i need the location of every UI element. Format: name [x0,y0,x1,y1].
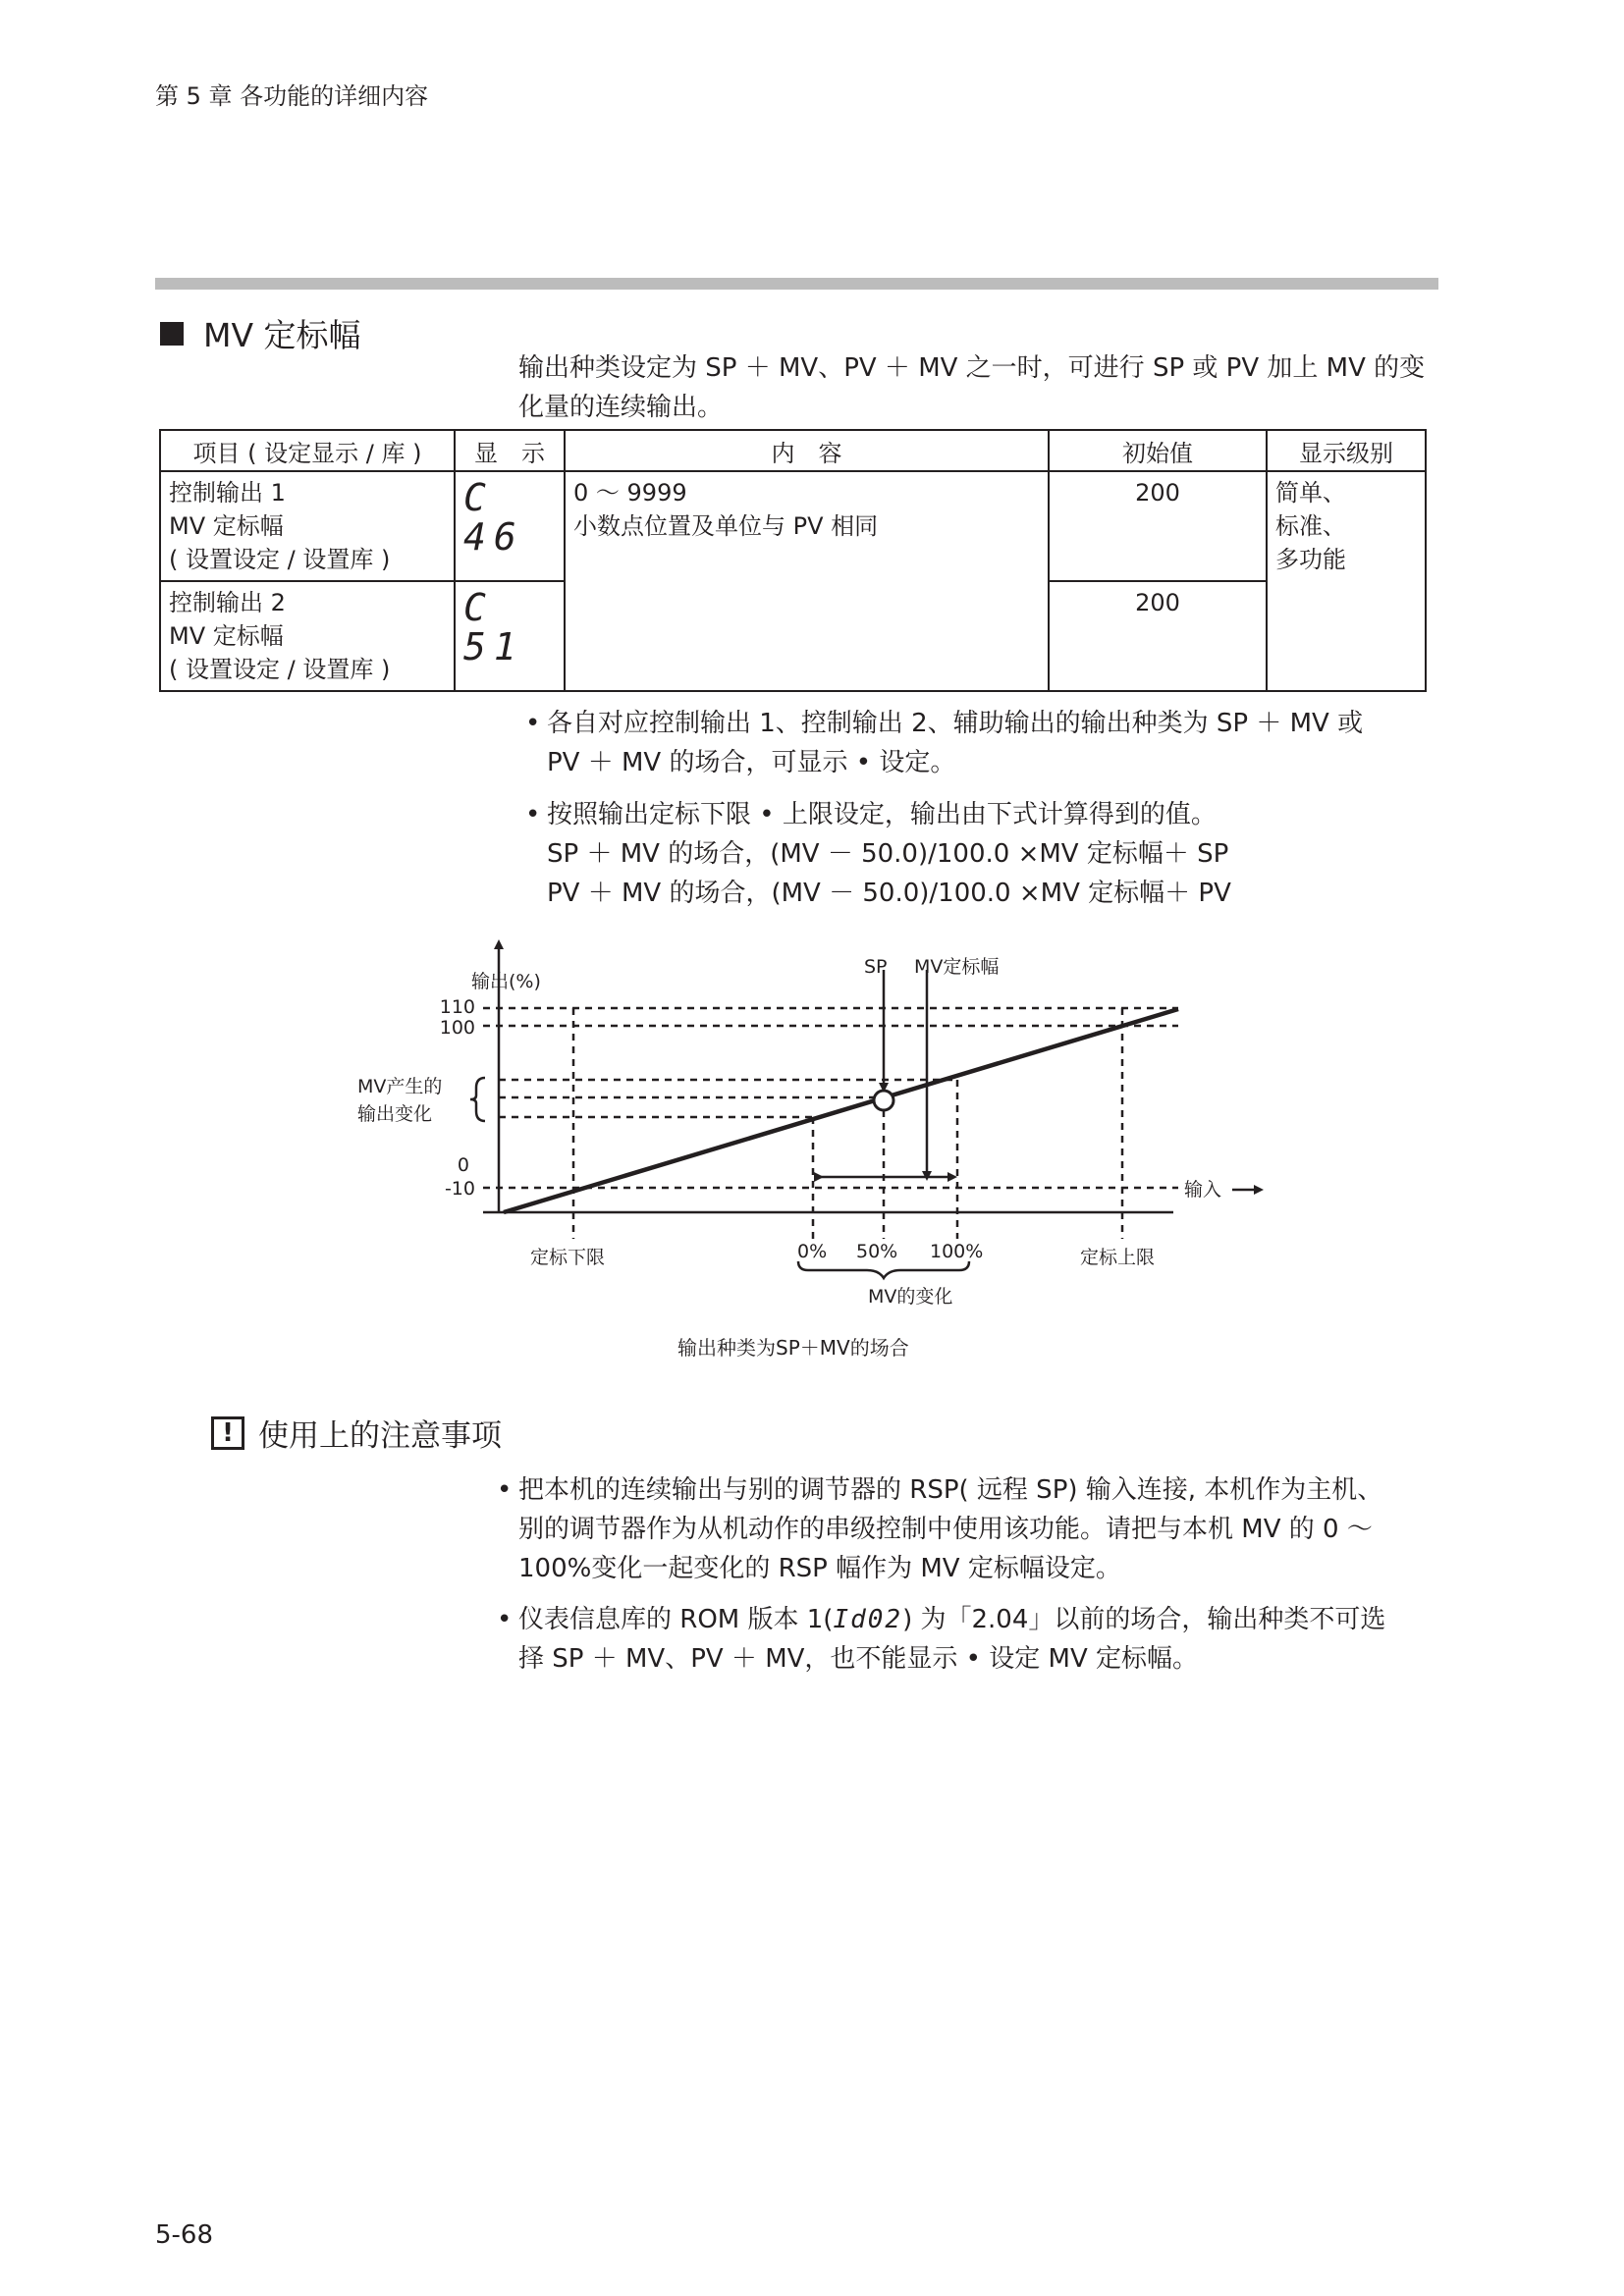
mv-output-change-label: MV产生的 [357,1076,443,1097]
bullet-line: PV ＋ MV 的场合，可显示 • 设定。 [547,748,956,777]
note-line [518,1600,1451,1639]
bullet-line: 各自对应控制输出 1、控制输出 2、辅助输出的输出种类为 SP ＋ MV 或 [547,709,1364,738]
segment-display-code: C 46 [463,476,524,559]
table-row [160,471,1426,581]
default-cell [1049,471,1267,581]
mv-span-label: MV定标幅 [914,956,1000,978]
bullet-item [525,704,1450,782]
level-cell [1267,471,1426,691]
mv-output-change-label: 输出变化 [357,1103,433,1125]
display-cell [455,471,565,581]
default-value: 200 [1135,589,1180,616]
item-line: MV 定标幅 [169,512,284,540]
notes-title [211,1411,502,1455]
section-divider [155,278,1438,290]
chapter-header: 第 5 章 各功能的详细内容 [155,82,429,110]
mv-change-brace [470,1078,485,1121]
note-text: ) 为「2.04」以前的场合，输出种类不可选 [902,1605,1386,1634]
mv-tick-label: 50% [856,1241,898,1262]
item-line: ( 设置设定 / 设置库 ) [169,656,391,683]
display-cell [455,581,565,691]
section-intro: 输出种类设定为 SP ＋ MV、PV ＋ MV 之一时，可进行 SP 或 PV 加上 MV 的变化量的连续输出。 [518,353,1426,422]
default-value: 200 [1135,479,1180,507]
note-line: 100%变化一起变化的 RSP 幅作为 MV 定标幅设定。 [518,1554,1121,1583]
header-content: 内 容 [565,430,1049,471]
bullet-line: 按照输出定标下限 • 上限设定，输出由下式计算得到的值。 [547,800,1217,829]
item-cell [160,581,455,691]
note-line: 别的调节器作为从机动作的串级控制中使用该功能。请把与本机 MV 的 0 ～ [518,1515,1373,1544]
content-cell [565,471,1049,691]
output-line [504,1009,1178,1212]
bullet-dot-icon: • [497,1475,513,1505]
note-line: 把本机的连续输出与别的调节器的 RSP( 远程 SP) 输入连接, 本机作为主机、 [518,1475,1383,1505]
mv-change-label: MV的变化 [868,1286,953,1308]
bullet-line: SP ＋ MV 的场合，(MV － 50.0)/100.0 ×MV 定标幅＋ SP [547,839,1229,869]
page-number: 5-68 [155,2220,214,2250]
table-header-row [160,430,1426,471]
sp-point [874,1091,893,1110]
level-line: 简单、 [1275,479,1346,507]
header-default: 初始值 [1049,430,1267,471]
note-item [497,1600,1451,1679]
item-line: 控制输出 2 [169,589,286,616]
header-level: 显示级别 [1267,430,1426,471]
bullet-dot-icon: • [497,1605,513,1634]
bullet-item [525,795,1450,913]
note-text: 仪表信息库的 ROM 版本 1( [518,1605,834,1634]
exclamation-box-icon: ! [211,1416,244,1450]
scale-high-label: 定标上限 [1080,1247,1156,1268]
mv-tick-label: 0% [797,1241,828,1262]
segment-display-code: C 51 [463,586,524,668]
diagram-caption: 输出种类为SP＋MV的场合 [677,1336,909,1360]
item-cell [160,471,455,581]
y-axis-label: 输出(%) [471,971,541,992]
y-tick-label: 0 [457,1154,469,1176]
note-line: 择 SP ＋ MV、PV ＋ MV，也不能显示 • 设定 MV 定标幅。 [518,1644,1199,1674]
section-title-text: MV 定标幅 [203,316,361,354]
item-line: 控制输出 1 [169,479,286,507]
item-line: ( 设置设定 / 设置库 ) [169,546,391,573]
bullet-dot-icon: • [525,800,541,829]
output-diagram [0,923,1624,1315]
parameter-table [159,429,1427,692]
level-line: 多功能 [1275,546,1346,573]
bullet-line: PV ＋ MV 的场合，(MV － 50.0)/100.0 ×MV 定标幅＋ PV [547,879,1231,908]
header-display: 显 示 [455,430,565,471]
bullet-dot-icon: • [525,709,541,738]
notes-title-text: 使用上的注意事项 [258,1418,502,1454]
default-cell [1049,581,1267,691]
y-tick-label: 110 [439,996,475,1018]
scale-low-label: 定标下限 [530,1247,606,1268]
input-label: 输入 [1184,1179,1222,1201]
header-item: 项目 ( 设定显示 / 库 ) [160,430,455,471]
content-line: 0 ～ 9999 [573,479,687,507]
content-line: 小数点位置及单位与 PV 相同 [573,512,879,540]
y-tick-label: -10 [444,1178,475,1200]
mv-change-bottom-brace [798,1261,969,1278]
level-line: 标准、 [1275,512,1346,540]
mv-tick-label: 100% [930,1241,984,1262]
sp-label: SP [864,956,888,978]
section-title [160,310,361,356]
item-line: MV 定标幅 [169,622,284,650]
square-bullet-icon [160,322,184,346]
y-tick-label: 100 [439,1017,475,1039]
segment-display-code: Id02 [833,1605,903,1634]
note-item [497,1470,1451,1588]
